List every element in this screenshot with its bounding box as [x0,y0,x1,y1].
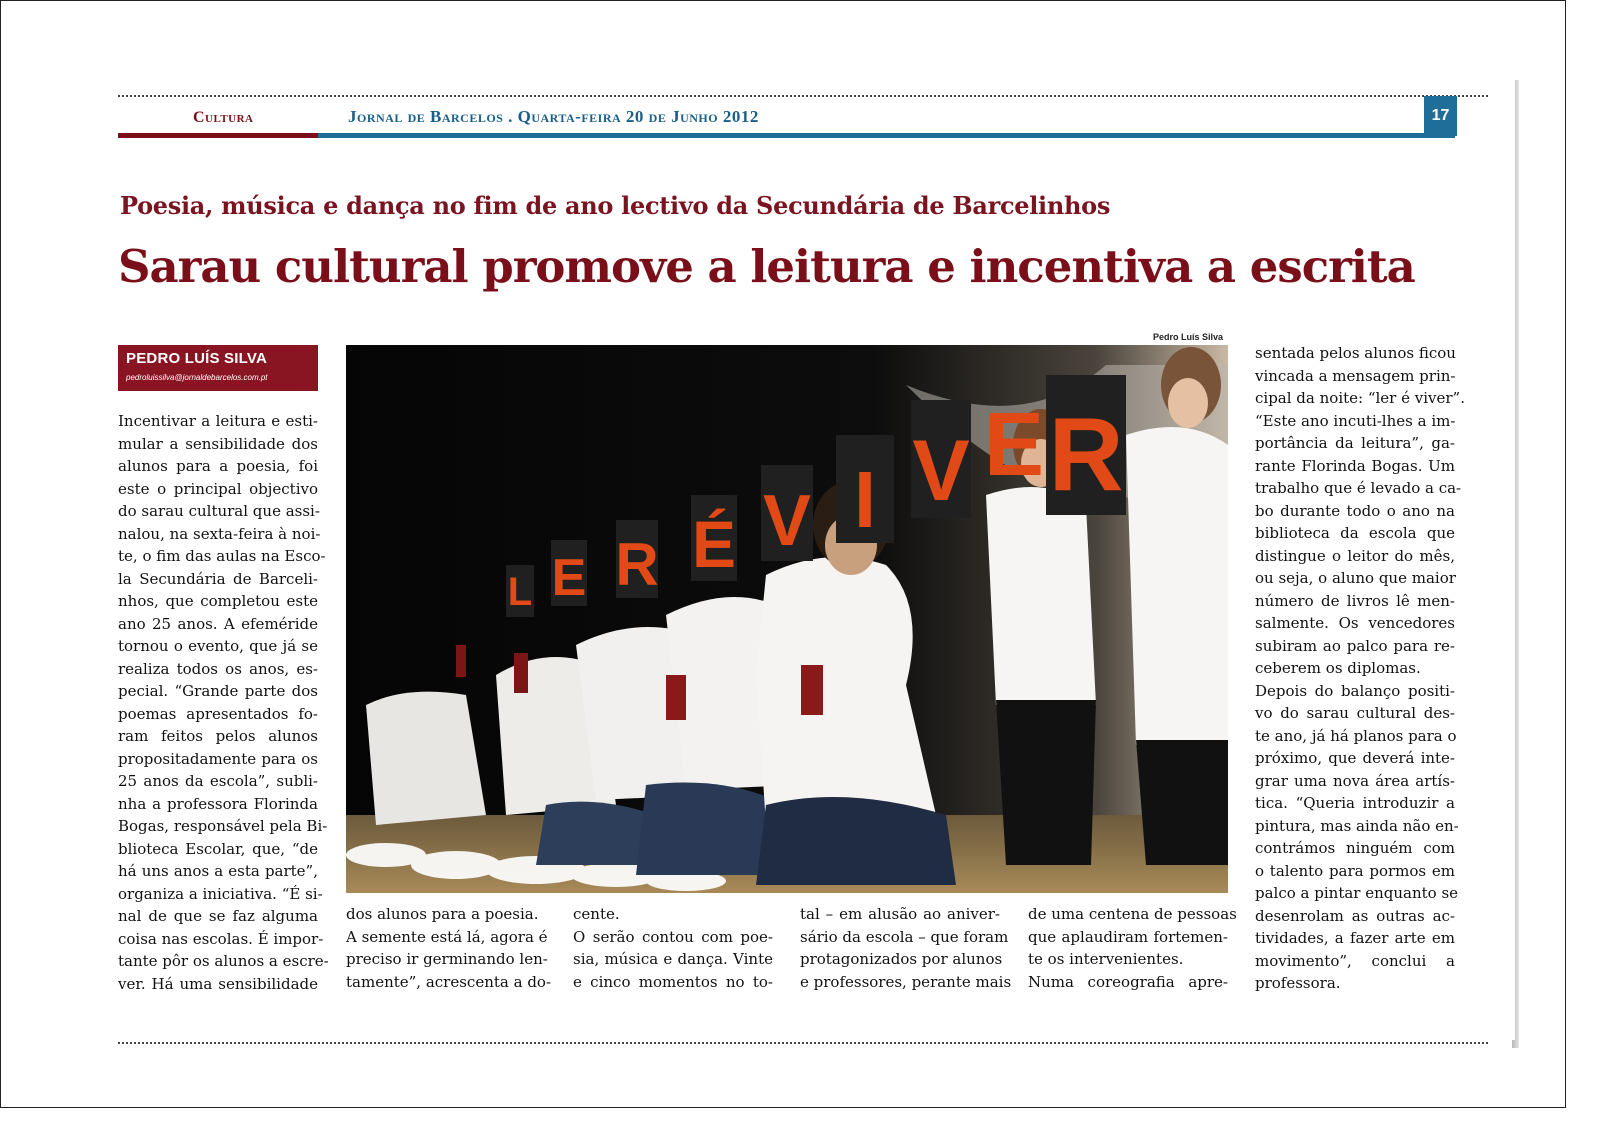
text-line: cente. [573,905,620,923]
text-line: sentada pelos alunos ficou [1255,344,1456,362]
text-line: “Este ano incuti-lhes a im- [1255,411,1456,430]
text-line: subiram ao palco para re- [1255,636,1455,655]
text-line: vo do sarau cultural des- [1255,704,1455,722]
text-line: pintura, mas ainda não en- [1255,816,1459,835]
stage-photo-illustration [346,345,1228,893]
text-line: do sarau cultural que assi- [118,502,320,520]
byline-box [118,345,318,391]
text-line: coisa nas escolas. É impor- [118,929,324,948]
article-kicker: Poesia, música e dança no fim de ano lectivo da Secundária de Barcelinhos [120,191,1111,220]
section-rule-blue [318,133,1455,138]
text-line: ano 25 anos. A efeméride [118,614,318,633]
text-column-6 [1255,342,1465,995]
text-line: tal – em alusão ao aniver- [800,905,1000,923]
text-line: e cinco momentos no to- [573,972,773,991]
text-line: professora. [1255,974,1341,992]
text-line: mular a sensibilidade dos [118,434,318,453]
text-line: organiza a iniciativa. “É si- [118,884,323,903]
text-line: preciso ir germinando len- [346,950,548,968]
text-column-2 [346,903,552,993]
text-line: pecial. “Grande parte dos [118,682,318,700]
text-line: propositadamente para os [118,749,318,768]
text-line: te os intervenientes. [1028,950,1184,968]
text-line: poemas apresentados fo- [118,704,318,723]
text-line: número de livros lê men- [1255,591,1455,610]
text-line: há uns anos a esta parte”, [118,862,318,880]
photo-letter: I [853,455,877,544]
text-line: distingue o leitor do mês, [1255,546,1455,565]
text-line: tante pôr os alunos a escre- [118,952,329,970]
text-line: de uma centena de pessoas [1028,905,1237,923]
text-line: tividades, a fazer arte em [1255,929,1455,947]
text-line: tornou o evento, que já se [118,637,318,655]
byline-email: pedroluissilva@jornaldebarcelos.com.pt [126,373,268,382]
text-line: vincada a mensagem prin- [1255,366,1456,385]
text-line: movimento”, conclui a [1255,951,1455,970]
text-line: e professores, perante mais [800,972,1012,991]
text-line: Incentivar a leitura e esti- [118,412,318,430]
text-line: protagonizados por alunos [800,950,1003,968]
text-line: dos alunos para a poesia. [346,905,539,923]
text-column-1 [118,410,329,995]
text-line: portância da leitura”, ga- [1255,434,1455,452]
text-line: cipal da noite: “ler é viver”. [1255,389,1465,407]
article-photo [346,345,1228,893]
text-line: te ano, já há planos para o [1255,726,1457,745]
section-rule-red [118,133,318,138]
text-line: tamente”, acrescenta a do- [346,972,552,991]
text-line: A semente está lá, agora é [346,927,548,946]
bottom-dotted-rule [118,1042,1488,1044]
text-line: biblioteca da escola que [1255,524,1455,542]
text-line: grar uma nova área artís- [1255,771,1455,790]
text-line: trabalho que é levado a ca- [1255,479,1462,497]
text-line: palco a pintar enquanto se [1255,884,1459,902]
text-line: sia, música e dança. Vinte [573,950,773,968]
photo-letter: R [1048,397,1124,513]
text-column-3 [573,903,773,993]
byline-name: PEDRO LUÍS SILVA [126,350,267,367]
text-line: ram feitos pelos alunos [118,727,318,745]
photo-letter: E [551,549,587,607]
text-line: desenrolam as outras ac- [1255,906,1455,925]
section-label: Cultura [193,109,254,126]
text-line: Depois do balanço positi- [1255,681,1455,700]
top-dotted-rule [118,95,1488,97]
text-line: te, o fim das aulas na Esco- [118,547,326,565]
text-line: sário da escola – que foram [800,927,1009,946]
photo-letter: E [983,395,1045,495]
text-line: próximo, que deverá inte- [1255,749,1455,767]
text-line: Numa coreografia apre- [1028,972,1228,991]
publication-line: Jornal de Barcelos . Quarta-feira 20 de Junho 2012 [348,107,759,126]
photo-credit: Pedro Luís Silva [1153,332,1224,342]
text-line: que aplaudiram fortemen- [1028,927,1228,946]
text-line: la Secundária de Barceli- [118,569,318,588]
photo-letter: L [507,570,533,614]
text-line: salmente. Os vencedores [1255,614,1455,632]
text-line: bo durante todo o ano na [1255,501,1455,520]
text-line: nal de que se faz alguma [118,907,318,925]
article-headline: Sarau cultural promove a leitura e incentiva a escrita [118,240,1415,293]
text-line: ver. Há uma sensibilidade [118,974,318,993]
text-line: tica. “Queria introduzir a [1255,794,1455,812]
photo-letter: R [615,531,659,598]
text-line: nhos, que completou este [118,592,318,610]
text-line: blioteca Escolar, que, “de [118,839,318,858]
text-line: ou seja, o aluno que maior [1255,569,1456,587]
text-line: o talento para pormos em [1255,861,1455,880]
text-column-4 [800,903,1012,993]
newspaper-page [95,80,1515,1040]
text-line: Bogas, responsável pela Bi- [118,817,328,835]
text-line: O serão contou com poe- [573,927,773,946]
text-line: 25 anos da escola”, subli- [118,772,318,790]
text-line: alunos para a poesia, foi [118,457,318,475]
photo-letter: V [912,423,970,519]
text-column-5 [1028,903,1237,993]
text-line: rante Florinda Bogas. Um [1255,456,1455,475]
text-line: nalou, na sexta-feira à noi- [118,524,321,543]
page-number: 17 [1424,96,1457,136]
photo-letter: É [691,507,737,581]
text-line: nha a professora Florinda [118,794,318,813]
text-line: contrámos ninguém com [1255,839,1455,857]
text-line: este o principal objectivo [118,479,318,498]
text-line: ceberem os diplomas. [1255,659,1421,677]
photo-letter: V [762,481,812,561]
text-line: realiza todos os anos, es- [118,659,318,678]
